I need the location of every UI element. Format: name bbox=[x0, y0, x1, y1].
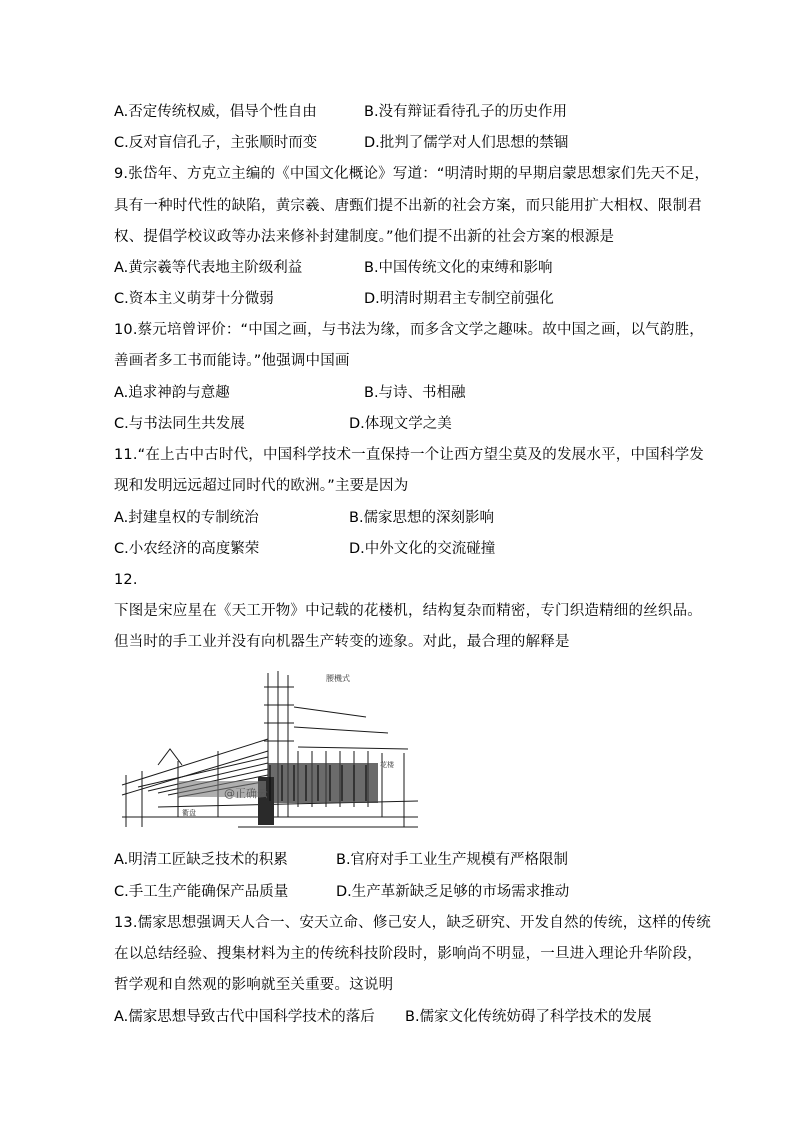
q8-option-b: B.没有辩证看待孔子的历史作用 bbox=[364, 104, 568, 120]
figure-side-label: 花楼 bbox=[380, 761, 394, 769]
q9-stem-line-2: 具有一种时代性的缺陷，黄宗羲、唐甄们提不出新的社会方案，而只能用扩大相权、限制君 bbox=[114, 198, 702, 214]
q12-option-c: C.手工生产能确保产品质量 bbox=[114, 884, 289, 900]
q9-stem-line-1: 9.张岱年、方克立主编的《中国文化概论》写道：“明清时期的早期启蒙思想家们先天不足， bbox=[114, 166, 710, 182]
q9-option-a: A.黄宗羲等代表地主阶级利益 bbox=[114, 260, 303, 276]
q9-option-d: D.明清时期君主专制空前强化 bbox=[364, 291, 554, 307]
q12-number: 12. bbox=[114, 572, 138, 588]
q10-stem-line-2: 善画者多工书而能诗。”他强调中国画 bbox=[114, 353, 350, 369]
q10-option-d: D.体现文学之美 bbox=[349, 416, 452, 432]
q13-stem-line-1: 13.儒家思想强调天人合一、安天立命、修己安人，缺乏研究、开发自然的传统，这样的传统 bbox=[114, 915, 711, 931]
loom-drawing bbox=[118, 667, 424, 833]
q12-stem-line-1: 下图是宋应星在《天工开物》中记载的花楼机，结构复杂而精密，专门织造精细的丝织品。 bbox=[114, 603, 702, 619]
q13-option-b: B.儒家文化传统妨碍了科学技术的发展 bbox=[405, 1009, 652, 1025]
q11-stem-line-2: 现和发明远远超过同时代的欧洲。”主要是因为 bbox=[114, 478, 409, 494]
q11-option-c: C.小农经济的高度繁荣 bbox=[114, 541, 260, 557]
q10-stem-line-1: 10.蔡元培曾评价：“中国之画，与书法为缘，而多含文学之趣味。故中国之画，以气韵胜， bbox=[114, 322, 704, 338]
q11-option-b: B.儒家思想的深刻影响 bbox=[349, 510, 495, 526]
q9-option-c: C.资本主义萌芽十分微弱 bbox=[114, 291, 274, 307]
q10-option-a: A.追求神韵与意趣 bbox=[114, 385, 230, 401]
loom-illustration bbox=[118, 667, 424, 833]
q11-option-d: D.中外文化的交流碰撞 bbox=[349, 541, 496, 557]
figure-top-label: 腰機式 bbox=[326, 674, 350, 683]
q8-option-c: C.反对盲信孔子，主张顺时而变 bbox=[114, 135, 318, 151]
figure-bottom-label: 衢盘 bbox=[182, 809, 196, 817]
watermark-label: @正确云 bbox=[224, 787, 268, 800]
q8-option-a: A.否定传统权威，倡导个性自由 bbox=[114, 104, 317, 120]
q12-option-d: D.生产革新缺乏足够的市场需求推动 bbox=[336, 884, 570, 900]
q11-option-a: A.封建皇权的专制统治 bbox=[114, 510, 259, 526]
q9-stem-line-3: 权、提倡学校议政等办法来修补封建制度。”他们提不出新的社会方案的根源是 bbox=[114, 229, 615, 245]
q10-option-b: B.与诗、书相融 bbox=[364, 385, 466, 401]
q11-stem-line-1: 11.“在上古中古时代，中国科学技术一直保持一个让西方望尘莫及的发展水平，中国科学发 bbox=[114, 447, 704, 463]
q13-stem-line-3: 哲学观和自然观的影响就至关重要。这说明 bbox=[114, 977, 394, 993]
q12-option-a: A.明清工匠缺乏技术的积累 bbox=[114, 852, 288, 868]
q12-stem-line-2: 但当时的手工业并没有向机器生产转变的迹象。对此，最合理的解释是 bbox=[114, 634, 570, 650]
q13-option-a: A.儒家思想导致古代中国科学技术的落后 bbox=[114, 1009, 375, 1025]
q12-option-b: B.官府对手工业生产规模有严格限制 bbox=[336, 852, 569, 868]
q10-option-c: C.与书法同生共发展 bbox=[114, 416, 245, 432]
q9-option-b: B.中国传统文化的束缚和影响 bbox=[364, 260, 553, 276]
q13-stem-line-2: 在以总结经验、搜集材料为主的传统科技阶段时，影响尚不明显，一旦进入理论升华阶段， bbox=[114, 946, 702, 962]
q8-option-d: D.批判了儒学对人们思想的禁锢 bbox=[364, 135, 569, 151]
